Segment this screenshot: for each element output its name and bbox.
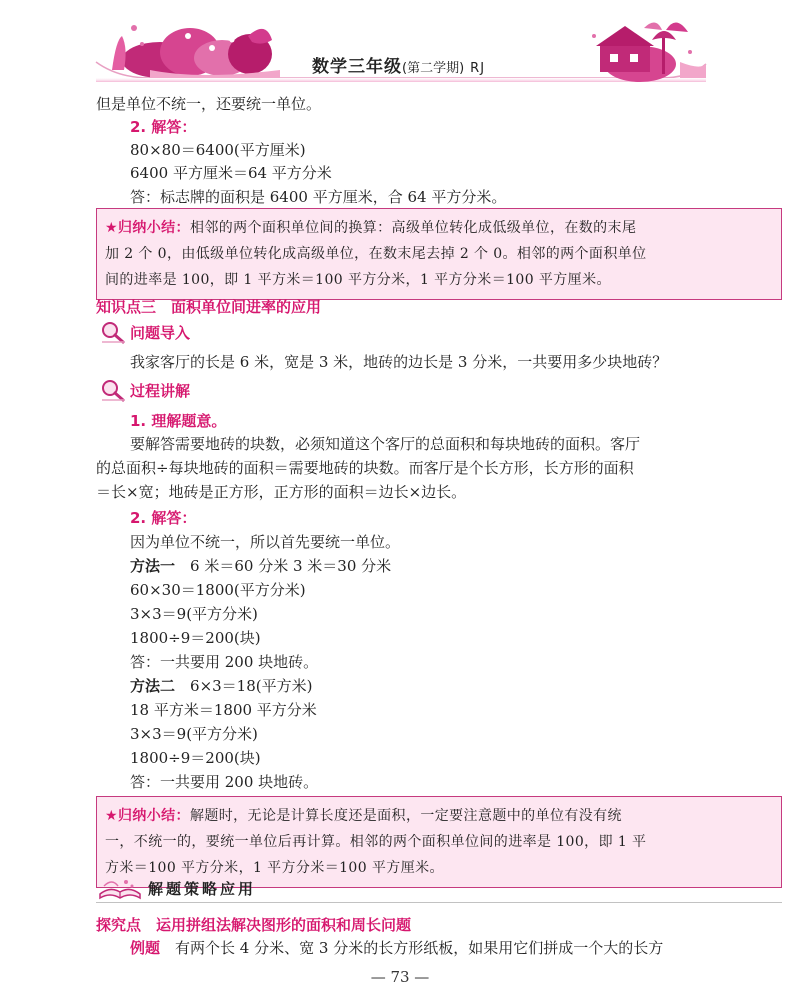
problem-text: 我家客厅的长是 6 米，宽是 3 米，地砖的边长是 3 分米，一共要用多少块地砖？ xyxy=(130,353,668,371)
page-number: — 73 — xyxy=(370,968,430,986)
step2-label: 2. 解答： xyxy=(130,509,197,527)
header-version: RJ xyxy=(470,61,486,76)
method2-first: 6×3＝18(平方米) xyxy=(190,677,313,695)
example-text: 有两个长 4 分米、宽 3 分米的长方形纸板，如果用它们拼成一个大的长方 xyxy=(175,939,664,957)
intro-line: 但是单位不统一，还要统一单位。 xyxy=(96,95,322,113)
explain-line-3: ＝长×宽；地砖是正方形，正方形的面积＝边长×边长。 xyxy=(96,483,467,501)
method1-step: 3×3＝9(平方分米) xyxy=(130,605,258,623)
summary-2-line-1 xyxy=(105,803,773,829)
open-book-icon xyxy=(96,874,144,902)
problem-intro-label: 问题导入 xyxy=(130,323,191,342)
summary-1-line-3: 间的进率是 100，即 1 平方米＝100 平方分米，1 平方分米＝100 平方厘米。 xyxy=(105,272,611,288)
summary-2-text-1: 解题时，无论是计算长度还是面积，一定要注意题中的单位有没有统 xyxy=(189,808,622,824)
summary-2-line-3: 方米＝100 平方分米，1 平方分米＝100 平方厘米。 xyxy=(105,860,444,876)
summary-box-1 xyxy=(96,208,782,300)
method2-label: 方法二 xyxy=(130,677,176,695)
method1-answer: 答：一共要用 200 块地砖。 xyxy=(130,653,319,671)
magnifier-icon xyxy=(100,320,126,344)
method2-step: 1800÷9＝200(块) xyxy=(130,749,261,767)
summary-1-line-1 xyxy=(105,215,773,241)
method1-step: 1800÷9＝200(块) xyxy=(130,629,261,647)
summary-1-text-1: 相邻的两个面积单位间的换算：高级单位转化成低级单位，在数的末尾 xyxy=(189,220,637,236)
strategy-section-header xyxy=(96,874,782,904)
method1-step: 60×30＝1800(平方分米) xyxy=(130,581,306,599)
reason-text: 因为单位不统一，所以首先要统一单位。 xyxy=(130,533,401,551)
intro-step2-label: 2. 解答： xyxy=(130,118,197,136)
intro-calc-2: 6400 平方厘米＝64 平方分米 xyxy=(130,164,332,182)
method2-answer: 答：一共要用 200 块地砖。 xyxy=(130,773,319,791)
step1-label: 1. 理解题意。 xyxy=(130,412,227,430)
explain-line-2: 的总面积÷每块地砖的面积＝需要地砖的块数。而客厅是个长方形，长方形的面积 xyxy=(96,459,634,477)
header-subtitle: (第二学期) xyxy=(402,61,465,76)
house-tree-icon xyxy=(592,22,706,82)
magnifier-icon xyxy=(100,378,126,402)
header-title-text: 数学三年级 xyxy=(312,57,402,77)
page-header xyxy=(0,0,800,88)
flower-bush-icon xyxy=(112,25,280,78)
example-label: 例题 xyxy=(130,939,161,957)
method1-line xyxy=(130,556,391,576)
strategy-divider xyxy=(96,902,782,903)
summary-2-line-2: 一，不统一的，要统一单位后再计算。相邻的两个面积单位间的进率是 100，即 1 平 xyxy=(105,834,647,850)
knowledge-heading: 知识点三 面积单位间进率的应用 xyxy=(96,298,322,316)
intro-answer: 答：标志牌的面积是 6400 平方厘米，合 64 平方分米。 xyxy=(130,188,507,206)
problem-intro-heading xyxy=(100,320,190,344)
summary-2-label: ★归纳小结： xyxy=(105,808,190,824)
method1-first: 6 米＝60 分米 3 米＝30 分米 xyxy=(190,557,392,575)
explain-line-1: 要解答需要地砖的块数，必须知道这个客厅的总面积和每块地砖的面积。客厅 xyxy=(130,435,641,453)
summary-1-line-2: 加 2 个 0，由低级单位转化成高级单位，在数末尾去掉 2 个 0。相邻的两个面积单位 xyxy=(105,246,647,262)
process-label: 过程讲解 xyxy=(130,381,191,400)
method2-step: 3×3＝9(平方分米) xyxy=(130,725,258,743)
method2-line xyxy=(130,676,312,696)
process-heading xyxy=(100,378,190,402)
strategy-title: 解题策略应用 xyxy=(148,880,257,898)
header-title xyxy=(312,52,485,77)
summary-1-label: ★归纳小结： xyxy=(105,220,190,236)
intro-calc-1: 80×80＝6400(平方厘米) xyxy=(130,141,306,159)
explore-heading: 探究点 运用拼组法解决图形的面积和周长问题 xyxy=(96,916,412,934)
method2-step: 18 平方米＝1800 平方分米 xyxy=(130,701,317,719)
example-line xyxy=(130,938,663,958)
method1-label: 方法一 xyxy=(130,557,176,575)
